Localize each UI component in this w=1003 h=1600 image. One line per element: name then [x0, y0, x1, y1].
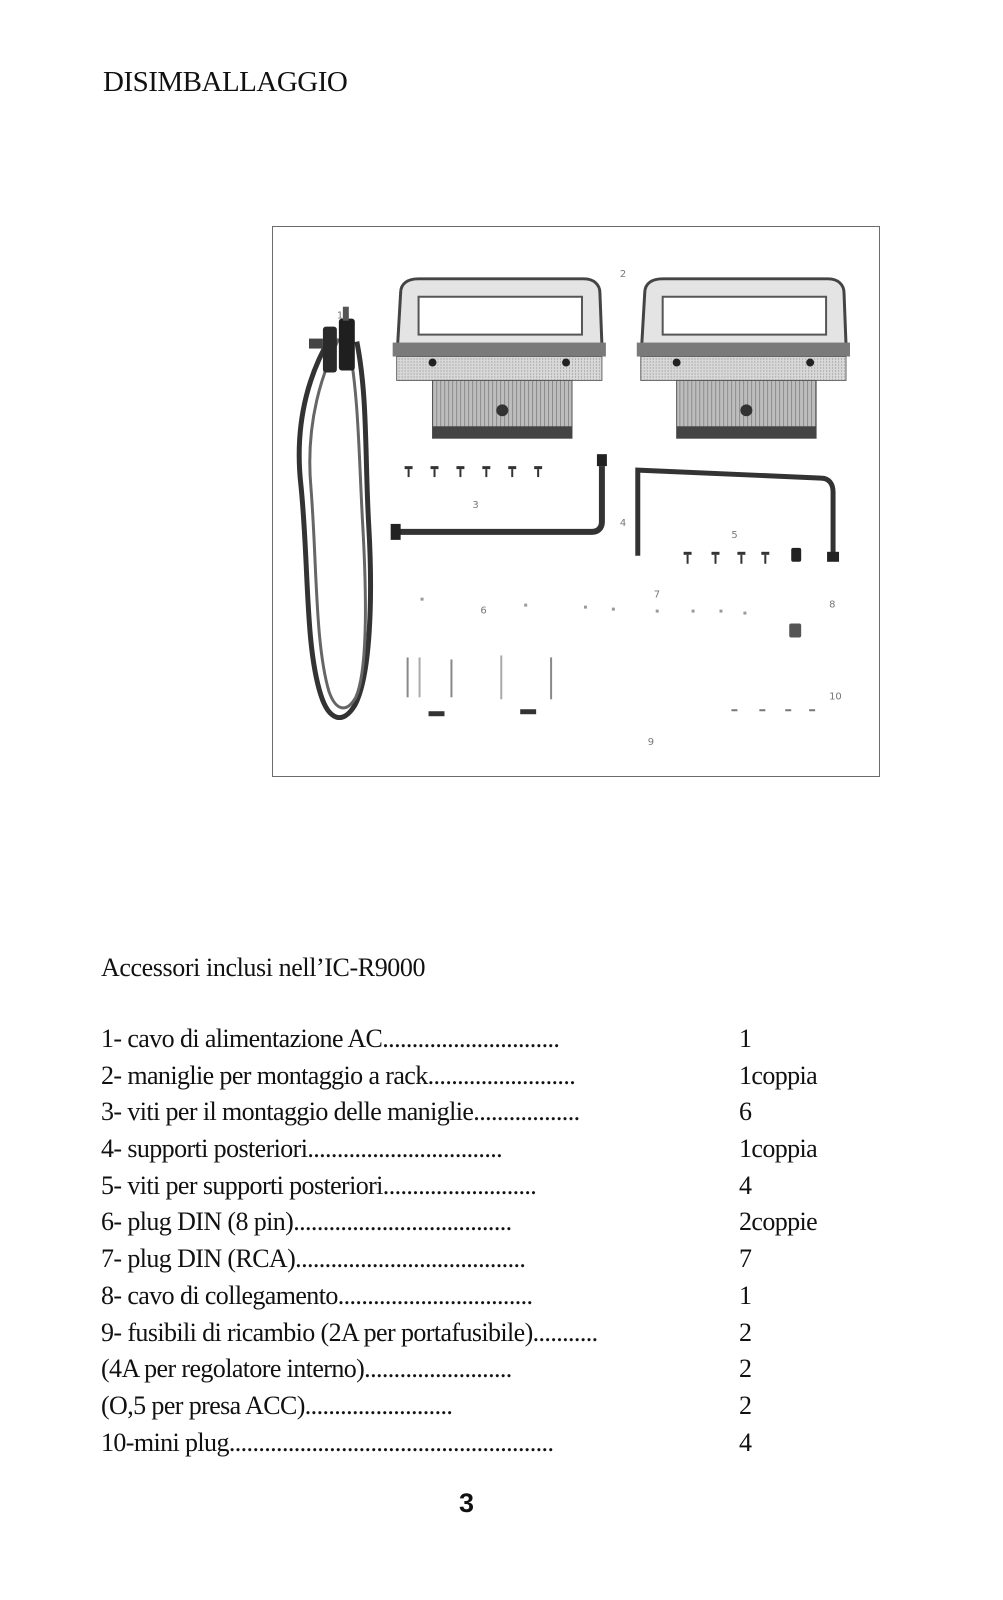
- item-quantity: 7: [739, 1244, 752, 1274]
- list-item: [101, 1171, 861, 1208]
- list-item: [101, 1281, 861, 1318]
- item-description: 8- cavo di collegamento.................................: [101, 1280, 533, 1310]
- ac-power-cable: [299, 307, 370, 718]
- accessories-list: [101, 1024, 861, 1464]
- item-description: 9- fusibili di ricambio (2A per portafusibile)...........: [101, 1317, 598, 1347]
- rack-handle-right: [637, 279, 850, 438]
- list-item: [101, 1061, 861, 1098]
- list-item: [101, 1097, 861, 1134]
- callout-5: 5: [731, 529, 738, 541]
- list-item: [101, 1134, 861, 1171]
- list-item: [101, 1428, 861, 1465]
- list-item: [101, 1354, 861, 1391]
- rear-support-right: [638, 470, 839, 562]
- item-description: (4A per regolatore interno).........................: [101, 1354, 512, 1384]
- item-quantity: 6: [739, 1097, 752, 1127]
- list-item: [101, 1244, 861, 1281]
- callout-6: 6: [480, 605, 487, 617]
- item-description: 4- supporti posteriori.................................: [101, 1134, 503, 1164]
- page-number: 3: [459, 1488, 475, 1518]
- callout-4: 4: [619, 517, 627, 529]
- din-plugs: [421, 598, 747, 615]
- callout-9: 9: [647, 737, 655, 749]
- item-description: 5- viti per supporti posteriori..........................: [101, 1170, 537, 1200]
- item-quantity: 1: [739, 1024, 752, 1053]
- accessories-photo: [272, 226, 880, 777]
- callout-3: 3: [472, 499, 479, 511]
- item-quantity: 2: [739, 1317, 752, 1347]
- item-description: 6- plug DIN (8 pin).....................................: [101, 1207, 512, 1237]
- callout-10: 10: [829, 691, 842, 703]
- item-quantity: 2: [739, 1354, 752, 1384]
- callout-8: 8: [829, 599, 836, 611]
- page-heading: DISIMBALLAGGIO: [103, 66, 348, 98]
- connection-cable: [789, 624, 801, 638]
- item-description: 3- viti per il montaggio delle maniglie..................: [101, 1097, 580, 1127]
- item-quantity: 4: [739, 1427, 752, 1457]
- accessories-title: Accessori inclusi nell’IC-R9000: [101, 953, 426, 982]
- item-quantity: 1: [739, 1280, 752, 1310]
- item-description: 1- cavo di alimentazione AC..............................: [101, 1024, 560, 1053]
- item-description: 7- plug DIN (RCA).......................................: [101, 1244, 526, 1274]
- callout-2: 2: [619, 268, 627, 280]
- item-quantity: 1coppia: [739, 1060, 818, 1090]
- item-quantity: 4: [739, 1170, 752, 1200]
- item-quantity: 1coppia: [739, 1134, 818, 1164]
- spare-fuses: [407, 655, 552, 716]
- support-screws: [684, 548, 802, 564]
- item-description: (O,5 per presa ACC).........................: [101, 1390, 453, 1420]
- item-description: 10-mini plug.......................................................: [101, 1427, 554, 1457]
- handle-screws: [405, 466, 542, 477]
- rear-support-left: [391, 454, 607, 540]
- item-description: 2- maniglie per montaggio a rack.........................: [101, 1060, 576, 1090]
- callout-7: 7: [653, 589, 661, 601]
- item-quantity: 2coppie: [739, 1207, 818, 1237]
- rack-handle-left: [393, 279, 606, 438]
- item-quantity: 2: [739, 1390, 752, 1420]
- list-item: [101, 1024, 861, 1061]
- list-item: [101, 1318, 861, 1355]
- list-item: [101, 1207, 861, 1244]
- callout-1: 1: [336, 310, 344, 322]
- list-item: [101, 1391, 861, 1428]
- mini-plugs: [731, 709, 815, 711]
